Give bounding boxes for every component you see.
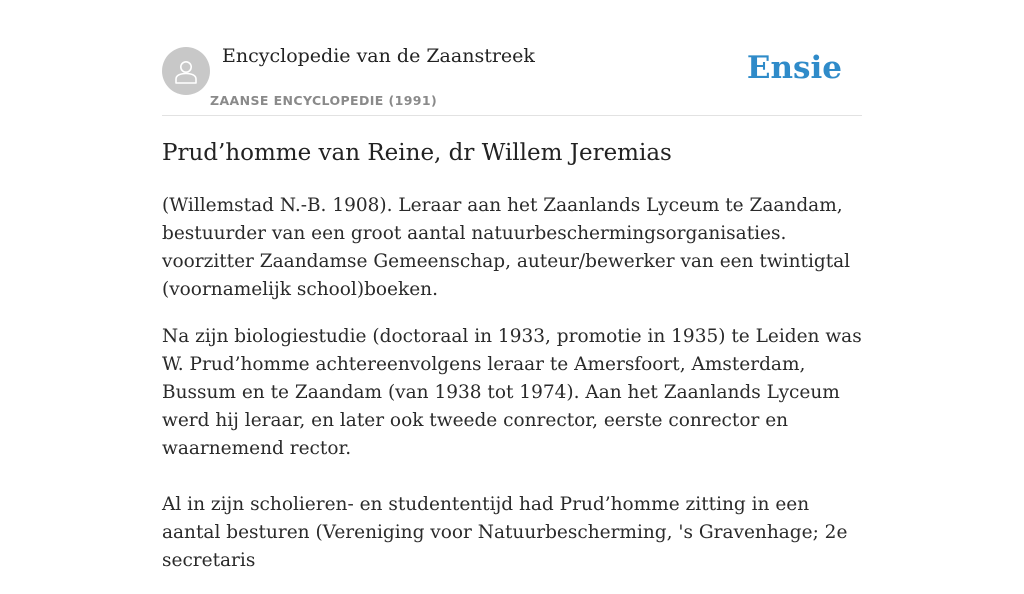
article-body: [162, 192, 862, 594]
user-silhouette-icon: [171, 56, 201, 86]
brand-logo[interactable]: Ensie: [746, 50, 842, 86]
page: [162, 0, 862, 571]
article-paragraph: Na zijn biologiestudie (doctoraal in 1933, promotie in 1935) te Leiden was W. Prud’homme achtereenvolgens leraar te Amersfoort, Amsterdam, Bussum en te Zaandam (van 1938 tot 1974). Aan het Zaanlands Lyceum werd hij leraar, en later ook tweede conrector, eerste conrector en waarnemend rector.: [162, 326, 862, 459]
article-paragraph: (Willemstad N.-B. 1908). Leraar aan het Zaanlands Lyceum te Zaandam, bestuurder van een groot aantal natuurbeschermingsorganisaties. voorzitter Zaandamse Gemeenschap, auteur/bewerker van een twintigtal (voornamelijk school)boeken.: [162, 195, 851, 300]
source-avatar[interactable]: [162, 47, 210, 95]
article-paragraph: Al in zijn scholieren- en studententijd had Prud’homme zitting in een aantal besturen (Vereniging voor Natuurbescherming, 's Gravenhage; 2e secretaris: [162, 494, 848, 571]
source-header: [162, 0, 862, 116]
source-title[interactable]: Encyclopedie van de Zaanstreek: [222, 45, 535, 67]
article-title: Prud’homme van Reine, dr Willem Jeremias: [162, 140, 672, 166]
source-subtitle: ZAANSE ENCYCLOPEDIE (1991): [210, 93, 438, 108]
